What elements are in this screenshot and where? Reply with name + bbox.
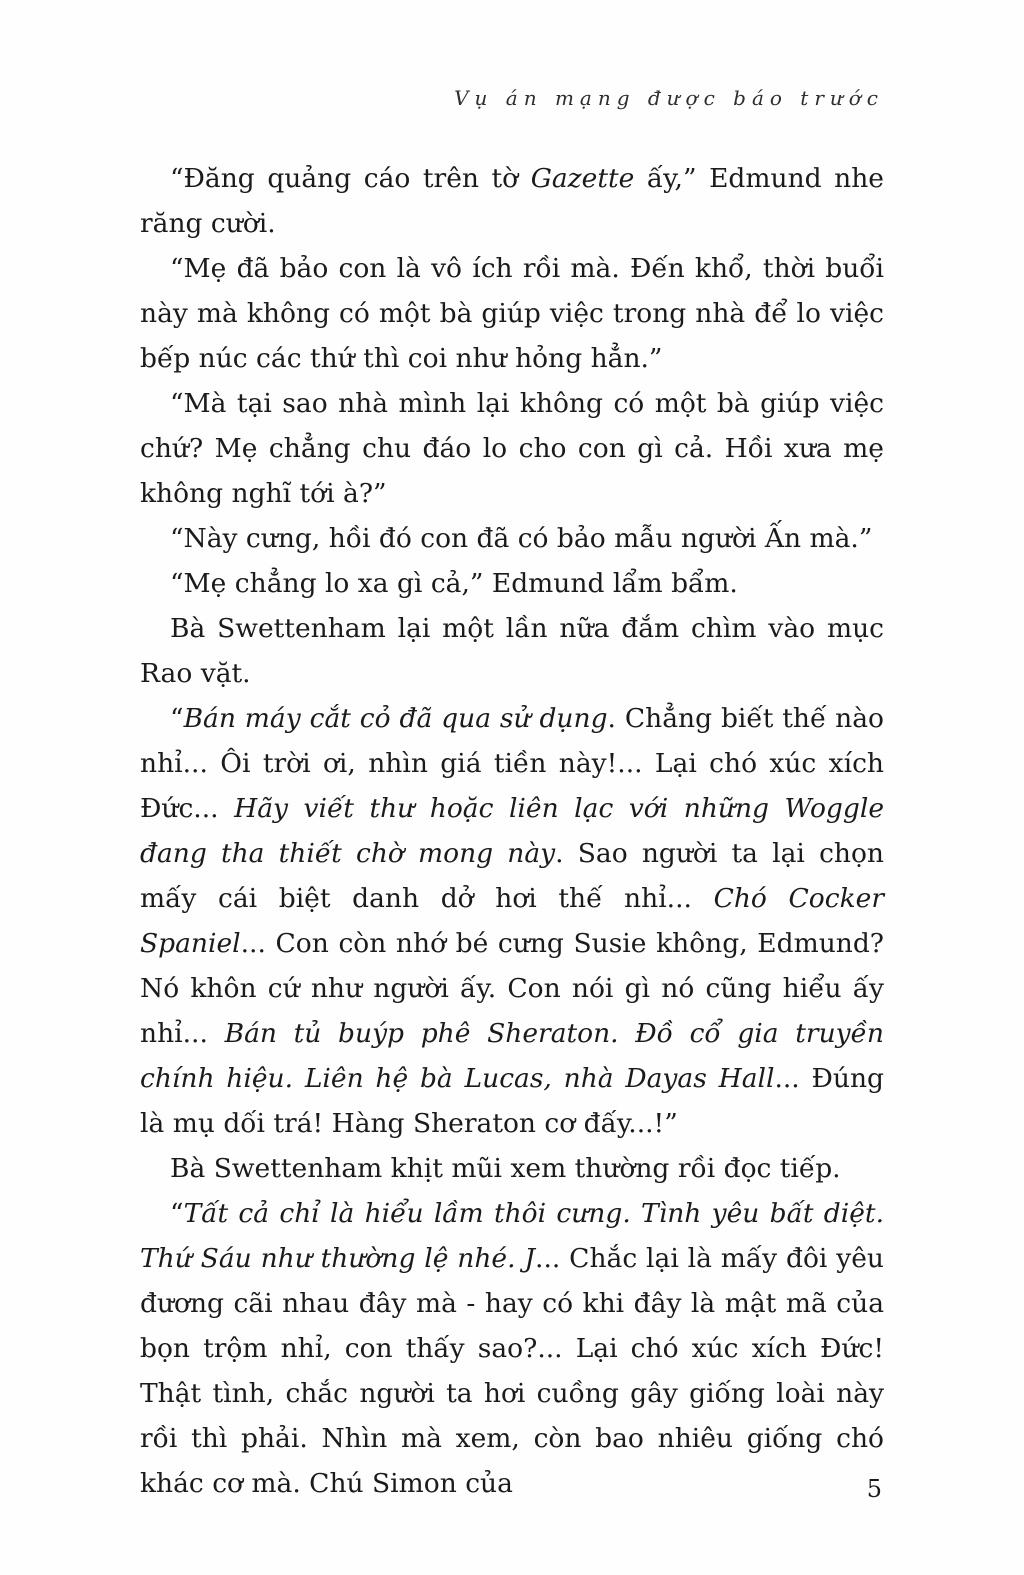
running-header: Vụ án mạng được báo trước [454,86,884,110]
paragraph [140,516,884,561]
paragraph [140,156,884,246]
text-segment: “Mà tại sao nhà mình lại không có một bà giúp việc chứ? Mẹ chẳng chu đáo lo cho con gì cả. Hồi xưa mẹ không nghĩ tới à?” [140,388,884,509]
paragraph [140,606,884,696]
italic-text-segment: Chó Cocker Spaniel [140,883,884,959]
italic-text-segment: Bán máy cắt cỏ đã qua sử dụng [183,703,608,734]
text-segment: “ [170,1198,184,1229]
text-segment: “Đăng quảng cáo trên tờ [170,163,531,194]
text-segment: ... Đúng là mụ dối trá! Hàng Sheraton cơ đấy...!” [140,1063,885,1139]
italic-text-segment: Gazette [530,163,635,194]
italic-text-segment: Bán tủ buýp phê Sheraton. Đồ cổ gia truyền chính hiệu. Liên hệ bà Lucas, nhà Dayas Hall [140,1018,884,1094]
paragraph [140,246,884,381]
paragraph [140,561,884,606]
text-segment: “Này cưng, hồi đó con đã có bảo mẫu người Ấn mà.” [170,523,873,554]
text-segment: Bà Swettenham khịt mũi xem thường rồi đọc tiếp. [170,1153,841,1184]
page-number: 5 [866,1475,882,1503]
paragraph [140,696,884,1146]
text-segment: . Sao người ta lại chọn mấy cái biệt danh dở hơi thế nhỉ... [140,838,884,914]
paragraph [140,381,884,516]
text-segment: ấy,” Edmund nhe răng cười. [140,163,884,239]
paragraph [140,1146,884,1191]
text-segment: “Mẹ đã bảo con là vô ích rồi mà. Đến khổ, thời buổi này mà không có một bà giúp việc trong nhà để lo việc bếp núc các thứ thì coi như hỏng hẳn.” [140,253,884,374]
text-segment: ... Con còn nhớ bé cưng Susie không, Edmund? Nó khôn cứ như người ấy. Con nói gì nó cũng hiểu ấy nhỉ... [140,928,884,1049]
text-segment: ... Chắc lại là mấy đôi yêu đương cãi nhau đây mà - hay có khi đây là mật mã của bọn trộm nhỉ, con thấy sao?... Lại chó xúc xích Đức! Thật tình, chắc người ta hơi cuồng gây giống loài này rồi thì phải. Nhìn mà xem, còn bao nhiêu giống chó khác cơ mà. Chú Simon của [140,1243,884,1499]
text-segment: “ [170,703,184,734]
text-segment: “Mẹ chẳng lo xa gì cả,” Edmund lẩm bẩm. [170,568,738,599]
body-text [140,156,884,1506]
italic-text-segment: Hãy viết thư hoặc liên lạc với những Woggle đang tha thiết chờ mong này [140,793,884,869]
text-segment: . Chẳng biết thế nào nhỉ... Ôi trời ơi, nhìn giá tiền này!... Lại chó xúc xích Đức... [140,703,884,824]
paragraph [140,1191,884,1506]
italic-text-segment: Tất cả chỉ là hiểu lầm thôi cưng. Tình yêu bất diệt. Thứ Sáu như thường lệ nhé. J [140,1198,884,1274]
text-segment: Bà Swettenham lại một lần nữa đắm chìm vào mục Rao vặt. [140,613,884,689]
